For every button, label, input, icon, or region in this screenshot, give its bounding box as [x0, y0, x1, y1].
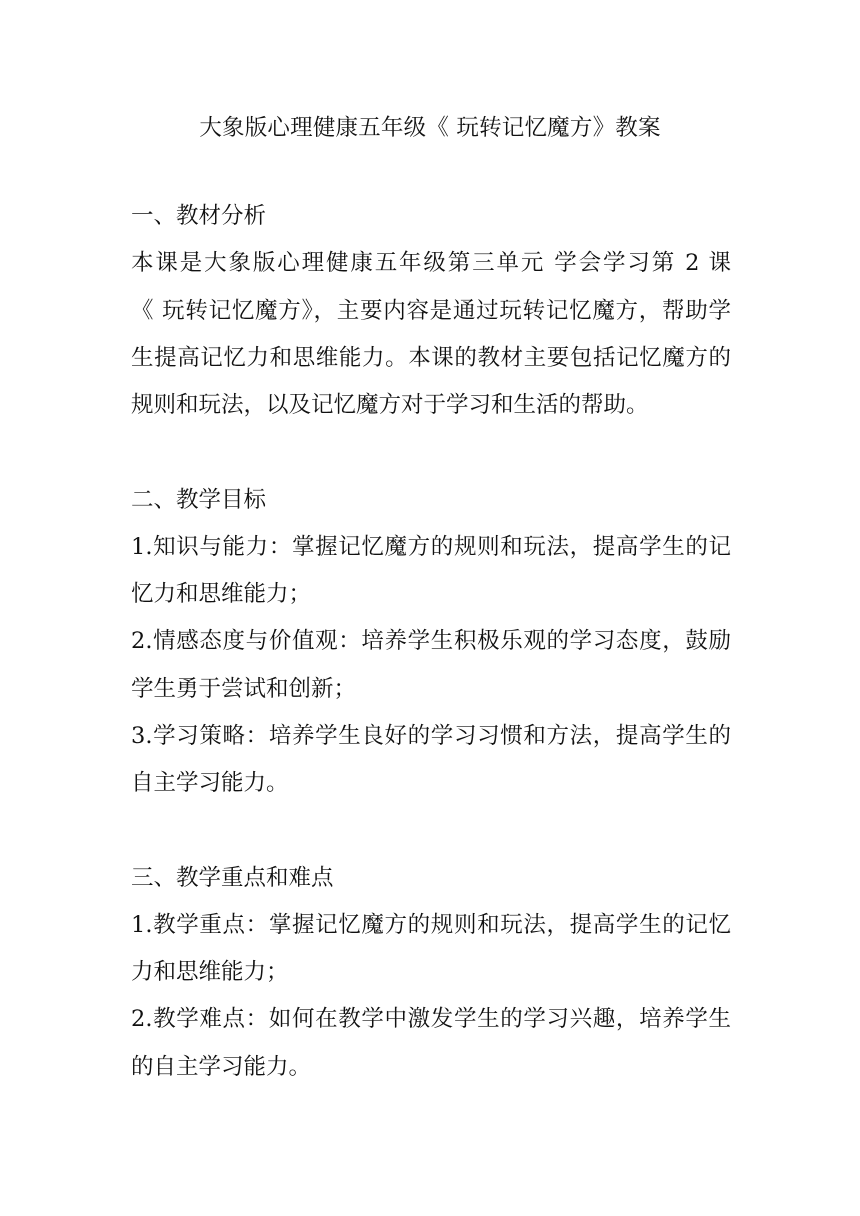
paragraph-line: 忆力和思维能力； — [131, 581, 312, 607]
section-spacer — [131, 810, 731, 857]
paragraph-line: 2.情感态度与价值观：培养学生积极乐观的学习态度，鼓励 — [131, 628, 731, 655]
paragraph-line: 的自主学习能力。 — [131, 1053, 312, 1080]
paragraph-line: 本课是大象版心理健康五年级第三单元 学会学习第 2 课 — [131, 250, 731, 277]
section-heading: 一、教材分析 — [131, 203, 267, 229]
paragraph-line: 3.学习策略：培养学生良好的学习习惯和方法，提高学生的 — [131, 722, 731, 749]
paragraph-line: 规则和玩法，以及记忆魔方对于学习和生活的帮助。 — [131, 392, 649, 418]
paragraph-line: 《 玩转记忆魔方》，主要内容是通过玩转记忆魔方，帮助学 — [131, 297, 731, 324]
paragraph-line: 2.教学难点：如何在教学中激发学生的学习兴趣，培养学生 — [131, 1006, 731, 1033]
paragraph-line: 力和思维能力； — [131, 959, 289, 985]
section-heading: 三、教学重点和难点 — [131, 864, 334, 891]
paragraph-line: 生提高记忆力和思维能力。本课的教材主要包括记忆魔方的 — [131, 344, 731, 371]
section-spacer — [131, 432, 731, 479]
paragraph-line: 学生勇于尝试和创新； — [131, 675, 357, 702]
section-heading: 二、教学目标 — [131, 486, 267, 513]
document-body — [131, 196, 731, 1094]
paragraph-line: 1.教学重点：掌握记忆魔方的规则和玩法，提高学生的记忆 — [131, 911, 731, 938]
paragraph-line: 1.知识与能力：掌握记忆魔方的规则和玩法，提高学生的记 — [131, 533, 731, 560]
document-title: 大象版心理健康五年级《 玩转记忆魔方》教案 — [199, 115, 661, 141]
paragraph-line: 自主学习能力。 — [131, 770, 289, 796]
